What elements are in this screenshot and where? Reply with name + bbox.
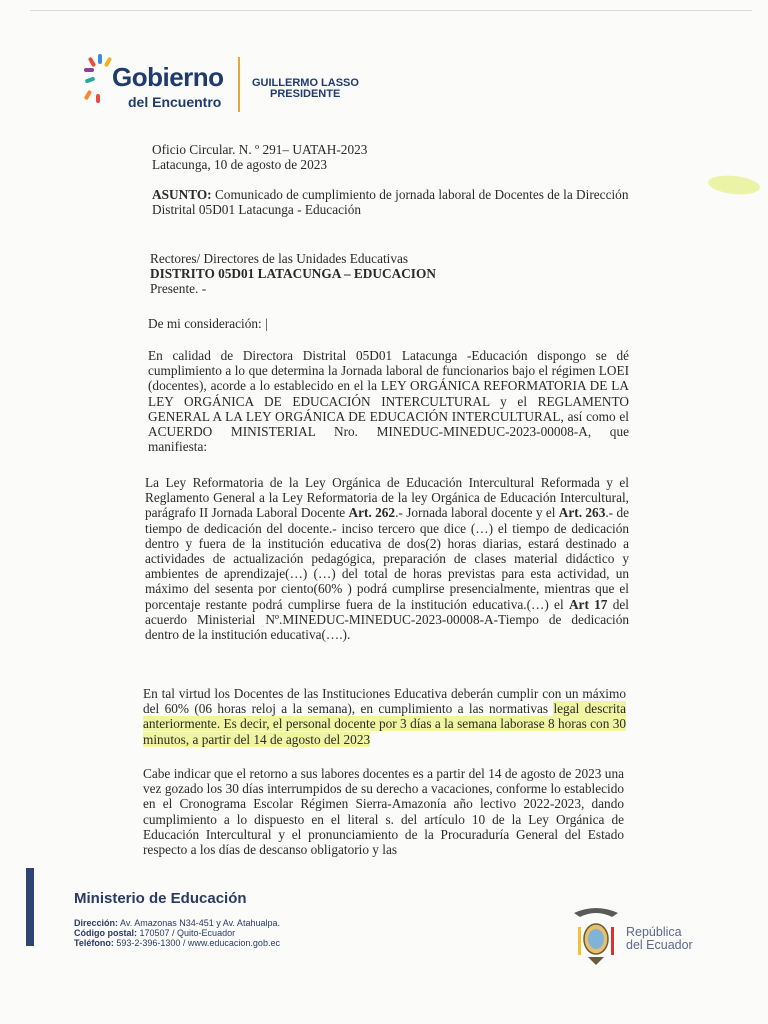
logo-divider <box>238 57 240 112</box>
subject-label: ASUNTO: <box>152 187 212 202</box>
paragraph-2 <box>145 475 629 642</box>
subject-block <box>152 187 634 217</box>
reference-date: Latacunga, 10 de agosto de 2023 <box>152 157 328 173</box>
footer-address: Dirección: Av. Amazonas N34-451 y Av. Atahualpa. <box>74 918 280 928</box>
page-top-edge <box>30 10 752 11</box>
salutation: De mi consideración: | <box>148 316 268 331</box>
paragraph-4: Cabe indicar que el retorno a sus labores docentes es a partir del 14 de agosto de 2023 una vez gozado los 30 días interrumpidos de su derecho a vacaciones, conforme lo establecido en el Cronograma Escolar Régimen Sierra-Amazonía año lectivo 2022-2023, dando cumplimiento a lo dispuesto en el literal s. del artículo 10 de la Ley Orgánica de Educación Intercultural y el pronunciamiento de la Procuraduría General del Estado respecto a los días de descanso obligatorio y las <box>143 766 624 858</box>
footer-ministry: Ministerio de Educación <box>74 890 247 907</box>
p2-art-262: Art. 262 <box>348 505 396 521</box>
addressee-line1: Rectores/ Directores de las Unidades Educativas <box>150 251 409 266</box>
p2-text-3: .- de tiempo de dedicación del docente.- inciso tercero que dice (…) el tiempo de dedicación dentro y fuera de la institución educativa de dos(2) horas diarias, estará destinado a actividades de actualización pedagógica, preparación de clases material didáctico y ambientes de aprendizaje(…) (…) del total de horas previstas para esta actividad, un máximo del sesenta por ciento(60% ) podrá cumplirse presencialmente, mientras que el porcentaje restante podrá cumplirse fuera de la institución educativa.(…) el <box>145 505 630 612</box>
addressee-block <box>150 251 436 297</box>
p2-art-263: Art. 263 <box>558 505 606 521</box>
p3-highlighted-text: legal descrita anteriormente. Es decir, el personal docente por 3 días a la semana laborase 8 horas con 30 minutos, a partir del 14 de agosto del 2023 <box>143 701 626 747</box>
president-block <box>252 78 359 100</box>
highlighter-mark <box>707 173 761 196</box>
president-title: PRESIDENTE <box>270 88 341 100</box>
gobierno-logo <box>84 52 244 118</box>
p2-text-1: La Ley Reformatoria de la Ley Orgánica de Educación Intercultural Reformada y el Reglamento General a la Ley Reformatoria de la ley Orgánica de Educación Intercultural, parágrafo II Jornada Laboral Docente <box>145 475 629 521</box>
logo-main-text: Gobierno <box>112 62 224 92</box>
footer-phone: Teléfono: 593-2-396-1300 / www.educacion.gob.ec <box>74 938 280 948</box>
logo-sub-text: del Encuentro <box>128 94 222 110</box>
subject-text: Comunicado de cumplimiento de jornada laboral de Docentes de la Dirección Distrital 05D01 Latacunga - Educación <box>152 187 629 218</box>
paragraph-3 <box>143 686 626 747</box>
addressee-presente: Presente. - <box>150 281 207 297</box>
addressee-district: DISTRITO 05D01 LATACUNGA – EDUCACION <box>150 266 436 282</box>
footer-contact <box>74 918 280 948</box>
republic-label: República del Ecuador <box>626 925 693 952</box>
p2-text-2: .- Jornada laboral docente y el <box>395 505 559 521</box>
footer-postal: Código postal: 170507 / Quito-Ecuador <box>74 928 236 938</box>
coat-of-arms-icon <box>568 903 624 967</box>
reference-block <box>152 142 367 172</box>
reference-number: Oficio Circular. N. º 291– UATAH-2023 <box>152 142 368 157</box>
p2-text-4: del acuerdo Ministerial Nº.MINEDUC-MINEDUC-2023-00008-A-Tiempo de dedicación dentro de la institución educativa(….). <box>145 596 630 643</box>
paragraph-1: En calidad de Directora Distrital 05D01 Latacunga -Educación dispongo se dé cumplimiento a lo que determina la Jornada laboral de funcionarios bajo el régimen LOEI (docentes), acorde a lo establecido en el la LEY ORGÁNICA REFORMATORIA DE LA LEY ORGÁNICA DE EDUCACIÓN INTERCULTURAL y el REGLAMENTO GENERAL A LA LEY ORGÁNICA DE EDUCACIÓN INTERCULTURAL, así como el ACUERDO MINISTERIAL Nro. MINEDUC-MINEDUC-2023-00008-A, que manifiesta: <box>148 348 629 455</box>
p3-text: En tal virtud los Docentes de las Instituciones Educativa deberán cumplir con un máximo del 60% (06 horas reloj a la semana), en cumplimiento a las normativas <box>143 686 626 717</box>
footer-accent-bar <box>26 868 34 946</box>
p2-art-17: Art 17 <box>568 596 608 612</box>
president-name: GUILLERMO LASSO <box>252 77 359 89</box>
